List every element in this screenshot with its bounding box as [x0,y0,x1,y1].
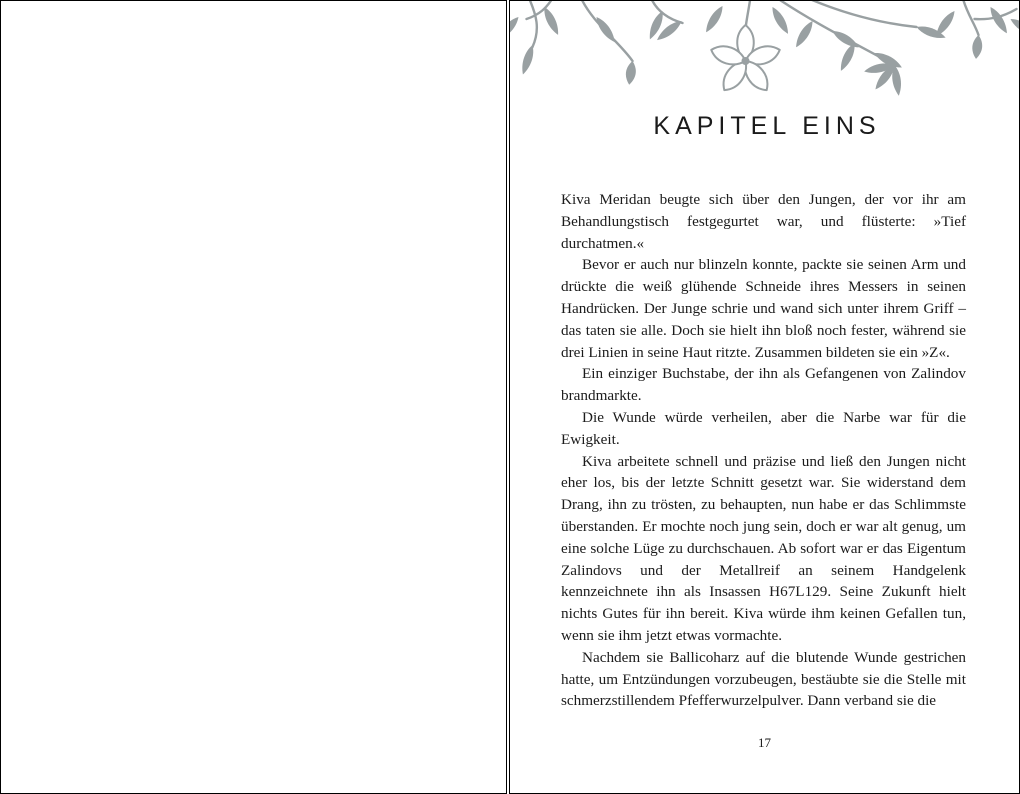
page-number: 17 [758,735,771,750]
paragraph: Die Wunde würde verheilen, aber die Narbe war für die Ewigkeit. [561,408,966,448]
paragraph: Kiva arbeitete schnell und präzise und ließ den Jungen nicht eher los, bis der letzte Schnitt gesetzt war. Sie widerstand dem Drang, ihn zu trösten, zu behaupten, nun habe er das Schlimmste überstanden. Er mochte noch jung sein, doch er war alt genug, um eine solche Lüge zu durchschauen. Ab sofort war er das Eigentum Zalindovs und der Metallreif an seinem Handgelenk kennzeichnete ihn als Insassen H67L129. Seine Zukunft hielt nichts Gutes für ihn bereit. Kiva würde ihm keinen Gefallen tun, wenn sie ihm jetzt etwas vormachte. [561,452,966,644]
paragraph: Kiva Meridan beugte sich über den Jungen, der vor ihr am Behandlungstisch festgegurtet war, und flüsterte: »Tief durchatmen.« [561,191,966,252]
paragraph: Nachdem sie Ballicoharz auf die blutende Wunde gestrichen hatte, um Entzündungen vorzubeugen, bestäubte sie die Stelle mit schmerzstillendem Pfefferwurzelpulver. Dann verband sie die [561,648,966,710]
right-page [509,0,1020,794]
chapter-title: KAPITEL EINS [653,112,881,140]
left-page-blank [0,0,507,794]
white-flower [709,25,783,95]
body-text [510,189,1019,712]
paragraph: Ein einziger Buchstabe, der ihn als Gefangenen von Zalindov brandmarkte. [561,365,966,405]
paragraph: Bevor er auch nur blinzeln konnte, packte sie seinen Arm und drückte die weiß glühende Schneide ihres Messers in seinen Handrücken. Der Junge schrie und wand sich unter ihrem Griff – das taten sie alle. Doch sie hielt ihn bloß noch fester, während sie drei Linien in seine Haut ritzte. Zusammen bildeten sie ein »Z«. [561,256,966,361]
floral-vine-illustration [510,1,1019,106]
